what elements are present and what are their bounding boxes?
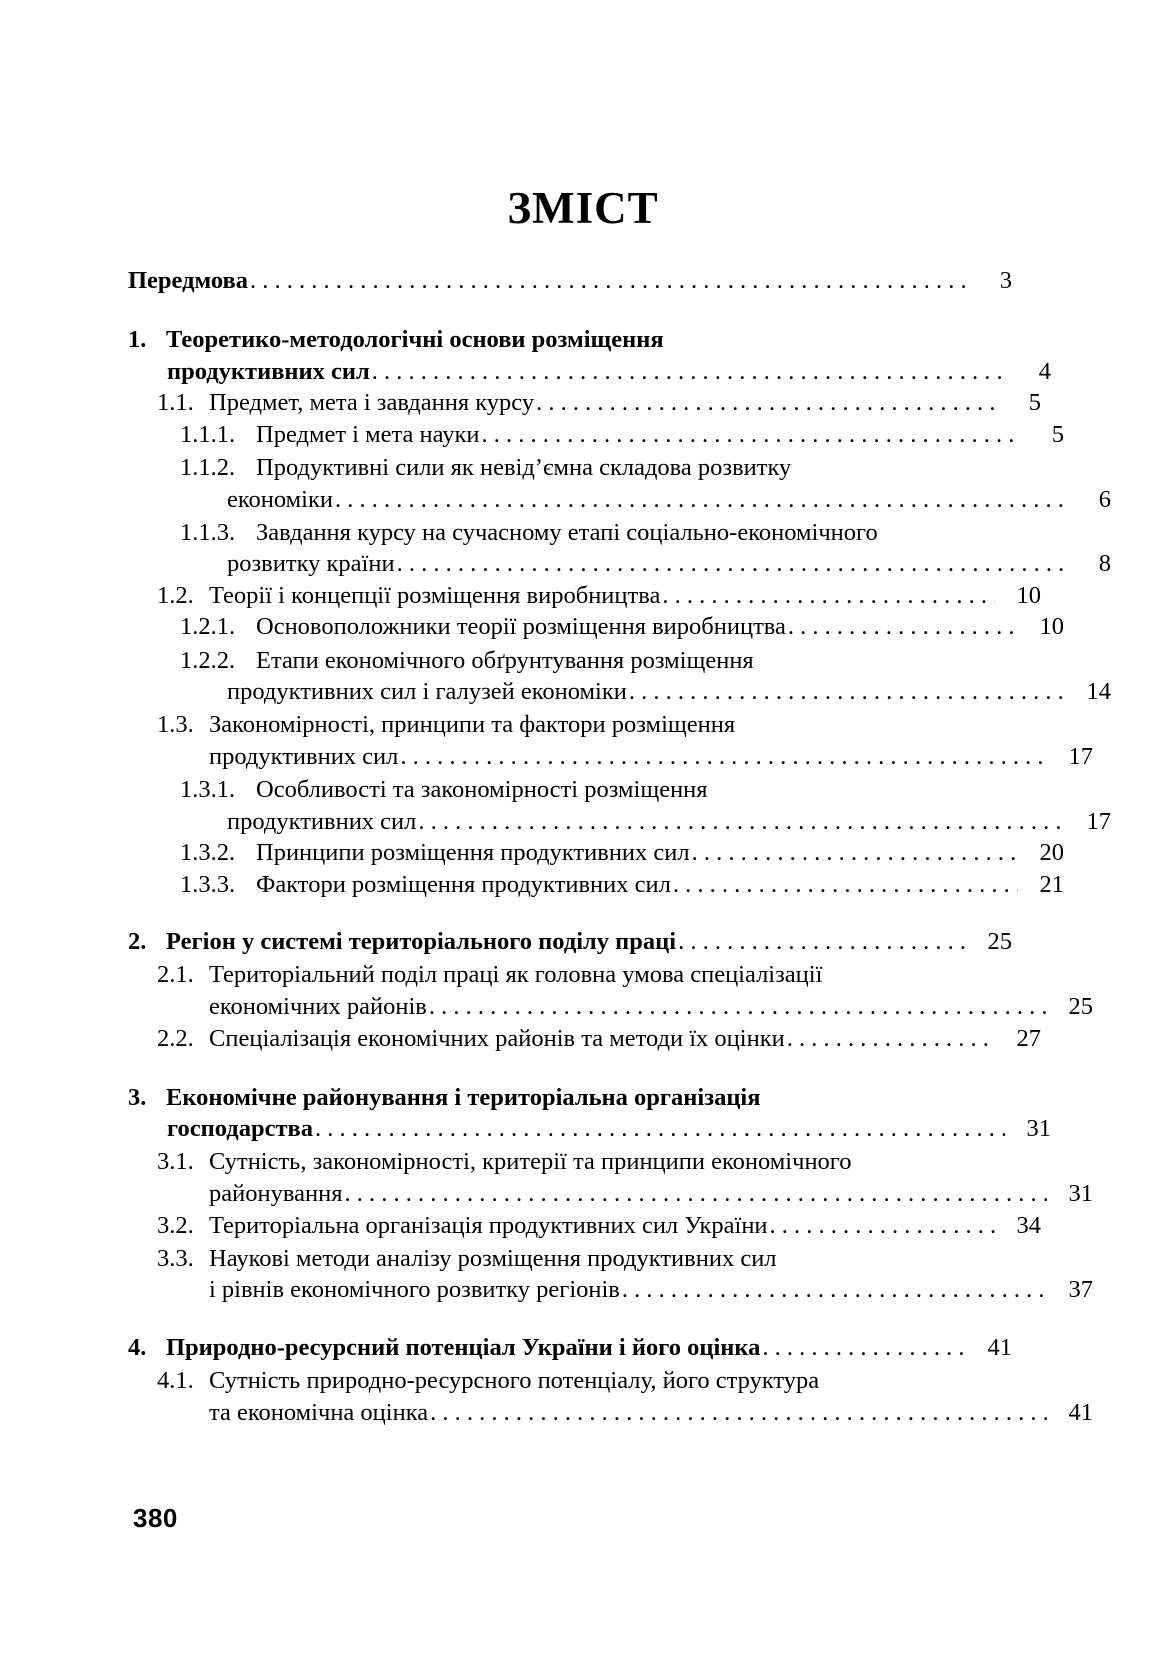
toc-entry-label: Теорії і концепції розміщення виробництва [209,581,661,609]
toc-entry-number: 1.3. [157,711,194,739]
toc-entry-label: Спеціалізація економічних районів та методи їх оцінки [209,1024,785,1052]
toc-dot-leader [429,995,1047,1020]
toc-dot-leader [622,1278,1047,1303]
toc-entry-number: 1.1.1. [180,420,236,448]
toc-dot-leader [418,810,1065,835]
toc-dot-leader [787,1027,995,1052]
toc-entry-page-number: 41 [987,1333,1012,1361]
toc-entry[interactable] [128,869,1064,901]
toc-dot-leader [756,643,1018,668]
toc-entry-label: розвитку країни [227,550,395,578]
toc-entry-label: Фактори розміщення продуктивних сил [256,870,671,898]
toc-dot-leader [335,488,1065,513]
toc-dot-leader [854,1145,996,1170]
toc-entry-number: 1.3.1. [180,775,236,803]
toc-entry-label: та економічна оцінка [209,1398,429,1426]
toc-entry-label: економіки [227,485,334,513]
toc-dot-leader [824,958,995,983]
toc-entry-page-number: 14 [1086,678,1111,706]
toc-entry[interactable] [128,265,1012,297]
toc-entry[interactable] [128,356,1051,388]
toc-entry-label: Наукові методи аналізу розміщення продуктивних сил [209,1244,777,1272]
toc-entry[interactable] [128,806,1111,838]
toc-entry-label: Сутність, закономірності, критерії та принципи економічного [209,1148,852,1176]
toc-entry-page-number: 41 [1068,1398,1093,1426]
toc-entry-label: економічних районів [209,992,427,1020]
toc-dot-leader [763,1080,967,1105]
toc-entry-number: 1.1. [157,389,194,417]
toc-entry[interactable] [128,515,1064,548]
toc-entry[interactable] [128,708,1041,741]
toc-entry-label: продуктивних сил [209,742,399,770]
toc-dot-leader [788,615,1018,640]
toc-entry[interactable] [128,643,1064,676]
toc-entry-page-number: 27 [1016,1024,1041,1052]
toc-dot-leader [662,584,995,609]
toc-dot-leader [770,1214,995,1239]
toc-dot-leader [678,930,966,955]
toc-entry-label: Природно-ресурсний потенціал України і його оцінка [166,1333,761,1361]
toc-entry[interactable] [128,1210,1041,1242]
toc-entry[interactable] [128,611,1064,643]
toc-entry[interactable] [128,958,1041,991]
toc-entry-number: 1.2. [157,581,194,609]
toc-entry[interactable] [128,837,1064,869]
toc-dot-leader [372,360,1005,385]
toc-dot-leader [430,1401,1047,1426]
toc-dot-leader [250,269,966,294]
toc-dot-leader [762,1336,966,1361]
toc-entry-label: Завдання курсу на сучасному етапі соціально-економічного [256,518,878,546]
toc-entry-page-number: 5 [1051,420,1064,448]
toc-entry-label: Особливості та закономірності розміщення [256,775,708,803]
toc-entry[interactable] [128,1241,1041,1274]
toc-entry-number: 3.3. [157,1244,194,1272]
toc-entry-label: продуктивних сил і галузей економіки [227,678,627,706]
toc-entry[interactable] [128,1023,1041,1055]
toc-dot-leader [793,450,1018,475]
toc-entry[interactable] [128,772,1064,805]
toc-entry-page-number: 31 [1026,1115,1051,1143]
toc-entry[interactable] [128,741,1093,773]
toc-entry[interactable] [128,419,1064,451]
toc-entry-number: 1.1.2. [180,453,236,481]
toc-entry-number: 2.1. [157,961,194,989]
toc-entry-number: 1.3.2. [180,839,236,867]
toc-entry-label: Економічне районування і територіальна організація [166,1083,761,1111]
toc-entry-label: районування [209,1179,343,1207]
toc-entry[interactable] [128,926,1012,958]
toc-entry-label: Продуктивні сили як невід’ємна складова розвитку [256,453,792,481]
toc-entry-number: 3.1. [157,1148,194,1176]
toc-dot-leader [315,1117,1005,1142]
toc-entry-number: 2. [128,928,147,956]
toc-entry[interactable] [128,676,1111,708]
toc-entry-page-number: 3 [999,267,1012,294]
toc-entry-label: Етапи економічного обґрунтування розміщення [256,646,754,674]
toc-dot-leader [536,391,995,416]
toc-entry[interactable] [128,1397,1093,1429]
toc-entry[interactable] [128,1113,1051,1145]
toc-dot-leader [779,1241,995,1266]
toc-entry[interactable] [128,1145,1041,1178]
toc-entry-label: господарства [167,1115,313,1143]
toc-entry-label: Теоретико-методологічні основи розміщення [166,326,664,354]
toc-entry-number: 2.2. [157,1024,194,1052]
toc-entry-label: Основоположники теорії розміщення виробництва [256,613,786,641]
toc-entry[interactable] [128,1274,1093,1306]
toc-entry-number: 1.2.2. [180,646,236,674]
toc-entry-page-number: 31 [1068,1179,1093,1207]
toc-entry-page-number: 4 [1038,357,1051,385]
toc-entry-number: 1.3.3. [180,870,236,898]
toc-entry-page-number: 10 [1039,613,1064,641]
toc-entry-label: Закономірності, принципи та фактори розміщення [209,711,736,739]
toc-entry-page-number: 20 [1039,839,1064,867]
toc-entry-number: 4. [128,1333,147,1361]
toc-entry-label: і рівнів економічного розвитку регіонів [209,1276,620,1304]
toc-entry-number: 1. [128,326,147,354]
toc-entry[interactable] [128,1080,1012,1113]
toc-entry[interactable] [128,323,1012,356]
toc-dot-leader [397,552,1065,577]
toc-entry-label: Предмет і мета науки [256,420,480,448]
toc-entry-page-number: 25 [1068,992,1093,1020]
toc-dot-leader [629,680,1065,705]
toc-entry-page-number: 25 [987,928,1012,956]
toc-entry-number: 4.1. [157,1366,194,1394]
toc-entry-page-number: 21 [1039,870,1064,898]
toc-entry-number: 1.2.1. [180,613,236,641]
toc-entry[interactable] [128,580,1041,612]
toc-entry-label: Територіальний поділ праці як головна умова спеціалізації [209,961,823,989]
toc-entry-page-number: 17 [1068,742,1093,770]
toc-entry-page-number: 5 [1028,389,1041,417]
toc-entry-page-number: 10 [1016,581,1041,609]
toc-entry[interactable] [128,991,1093,1023]
table-of-contents [128,265,1111,1428]
toc-entry-label: Передмова [128,267,248,294]
toc-entry[interactable] [128,1363,1041,1396]
toc-entry-label: Сутність природно-ресурсного потенціалу, його структура [209,1366,820,1394]
toc-dot-leader [821,1363,995,1388]
toc-entry-label: Принципи розміщення продуктивних сил [256,839,690,867]
toc-entry-label: Регіон у системі територіального поділу праці [166,928,677,956]
toc-dot-leader [482,423,1019,448]
toc-entry[interactable] [128,450,1064,483]
toc-dot-leader [710,772,1018,797]
toc-entry-number: 3. [128,1083,147,1111]
toc-dot-leader [400,745,1047,770]
toc-dot-leader [673,873,1018,898]
toc-entry-page-number: 6 [1098,485,1111,513]
toc-dot-leader [666,323,966,348]
toc-entry[interactable] [128,1178,1093,1210]
toc-entry-number: 1.1.3. [180,518,236,546]
toc-entry[interactable] [128,387,1041,419]
toc-entry-page-number: 37 [1068,1276,1093,1304]
toc-entry-number: 3.2. [157,1211,194,1239]
toc-dot-leader [692,841,1018,866]
toc-entry-page-number: 17 [1086,807,1111,835]
toc-entry-label: продуктивних сил [167,357,370,385]
toc-dot-leader [880,515,1018,540]
toc-entry-label: Територіальна організація продуктивних сил України [209,1211,768,1239]
page-folio: 380 [133,1503,178,1533]
toc-entry-page-number: 34 [1016,1211,1041,1239]
toc-dot-leader [344,1182,1047,1207]
page-title: ЗМІСТ [507,183,659,233]
toc-entry-label: Предмет, мета і завдання курсу [209,389,535,417]
toc-entry[interactable] [128,548,1111,580]
toc-entry-page-number: 8 [1098,550,1111,578]
toc-dot-leader [737,708,995,733]
toc-entry[interactable] [128,484,1111,516]
toc-entry[interactable] [128,1332,1012,1364]
toc-entry-label: продуктивних сил [227,807,417,835]
